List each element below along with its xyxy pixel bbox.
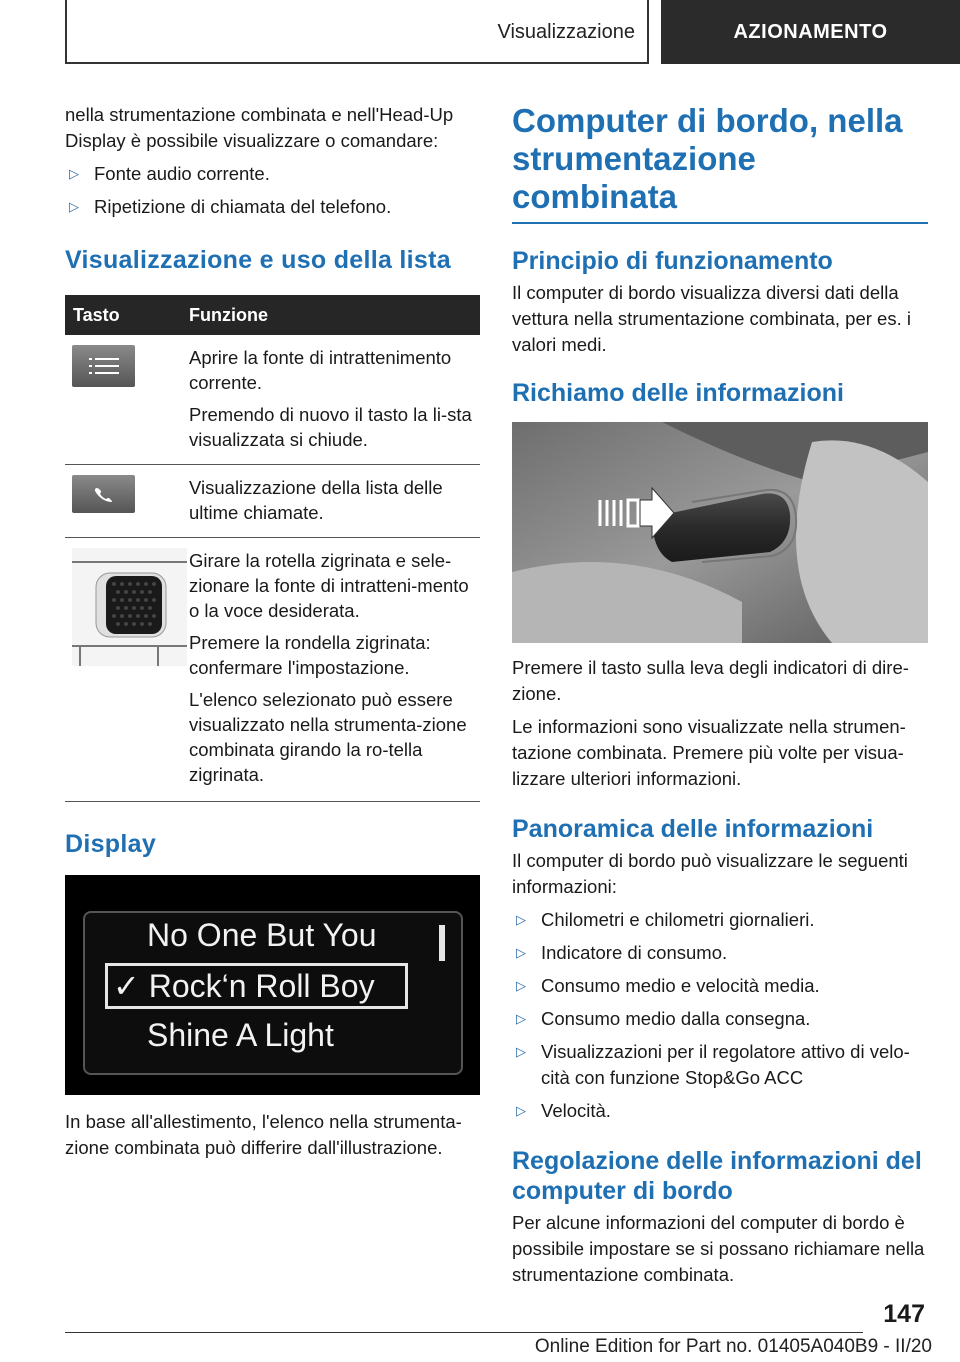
richiamo-text-2: Le informazioni sono visualizzate nella strumen-tazione combinata. Premere più volte per visua-lizzare ulteriori informazioni.	[512, 716, 906, 789]
footer-divider	[65, 1332, 863, 1333]
list-item: ▷ Indicatore di consumo.	[512, 940, 928, 966]
triangle-bullet-icon: ▷	[516, 978, 526, 993]
row-text: Aprire la fonte di intrattenimento corrente.	[189, 347, 452, 393]
triangle-bullet-icon: ▷	[516, 912, 526, 927]
triangle-bullet-icon: ▷	[516, 1011, 526, 1026]
heading-list: Visualizzazione e uso della lista	[65, 246, 451, 274]
right-column	[512, 102, 928, 1288]
heading-panoramica: Panoramica delle informazioni	[512, 815, 874, 843]
stalk-illustration	[512, 422, 928, 643]
left-column	[65, 102, 480, 1161]
display-caption: In base all'allestimento, l'elenco nella strumenta-zione combinata può differire dall'illustrazione.	[65, 1111, 462, 1158]
phone-icon	[72, 475, 135, 513]
page-header	[65, 0, 960, 65]
display-illustration	[65, 875, 480, 1095]
col-header-function: Funzione	[189, 304, 268, 325]
edition-text: Online Edition for Part no. 01405A040B9 - II/20	[534, 1336, 932, 1357]
list-item: ▷ Fonte audio corrente.	[65, 161, 480, 187]
intro-bullets	[65, 161, 480, 220]
triangle-bullet-icon: ▷	[516, 945, 526, 960]
display-item: ✓ Rock‘n Roll Boy	[113, 968, 375, 1004]
triangle-bullet-icon: ▷	[69, 199, 79, 214]
list-item: ▷ Consumo medio e velocità media.	[512, 973, 928, 999]
col-header-key: Tasto	[73, 304, 120, 325]
principio-text: Il computer di bordo visualizza diversi dati della vettura nella strumentazione combinata, per es. i valori medi.	[512, 282, 911, 355]
heading-display: Display	[65, 830, 157, 858]
function-table	[65, 295, 480, 802]
triangle-bullet-icon: ▷	[516, 1044, 526, 1059]
info-bullets	[512, 907, 928, 1124]
row-text: Girare la rotella zigrinata e sele-zionare la fonte di intratteni-mento o la voce desiderata.	[189, 550, 469, 621]
heading-principio: Principio di funzionamento	[512, 247, 833, 275]
row-text: Visualizzazione della lista delle ultime chiamate.	[189, 477, 443, 523]
row-text: L'elenco selezionato può essere visualizzato nella strumenta-zione combinata girando la ro-tella zigrinata.	[189, 689, 467, 785]
list-item: ▷ Consumo medio dalla consegna.	[512, 1006, 928, 1032]
heading-richiamo: Richiamo delle informazioni	[512, 379, 844, 407]
richiamo-text-1: Premere il tasto sulla leva degli indicatori di dire-zione.	[512, 657, 909, 704]
intro-text: nella strumentazione combinata e nell'Head-Up Display è possibile visualizzare o comandare:	[65, 104, 454, 151]
page-number: 147	[883, 1300, 925, 1328]
display-item: No One But You	[147, 917, 377, 953]
list-item: ▷ Visualizzazioni per il regolatore attivo di velo-cità con funzione Stop&Go ACC	[516, 1041, 910, 1088]
heading-regolazione: Regolazione delle informazioni del computer di bordo	[512, 1147, 922, 1205]
list-item: ▷ Velocità.	[512, 1098, 928, 1124]
triangle-bullet-icon: ▷	[69, 166, 79, 181]
panoramica-text: Il computer di bordo può visualizzare le seguenti informazioni:	[512, 850, 908, 897]
list-item: ▷ Ripetizione di chiamata del telefono.	[65, 194, 480, 220]
list-item: ▷ Chilometri e chilometri giornalieri.	[512, 907, 928, 933]
table-row	[65, 465, 480, 538]
triangle-bullet-icon: ▷	[516, 1103, 526, 1118]
display-item: Shine A Light	[147, 1017, 334, 1053]
page-title: Computer di bordo, nella strumentazione combinata	[512, 102, 928, 224]
row-text: Premere la rondella zigrinata: confermare l'impostazione.	[189, 632, 431, 678]
row-text: Premendo di nuovo il tasto la li-sta visualizzata si chiude.	[189, 404, 472, 450]
chapter-tab: AZIONAMENTO	[661, 0, 960, 64]
knurled-wheel-icon	[72, 548, 187, 666]
section-title: Visualizzazione	[65, 0, 649, 64]
list-icon	[72, 345, 135, 387]
table-row	[65, 538, 480, 802]
scrollbar	[439, 925, 445, 961]
table-header	[65, 295, 480, 335]
table-row	[65, 335, 480, 465]
regolazione-text: Per alcune informazioni del computer di bordo è possibile impostare se si possano richiamare nella strumentazione combinata.	[512, 1212, 925, 1285]
